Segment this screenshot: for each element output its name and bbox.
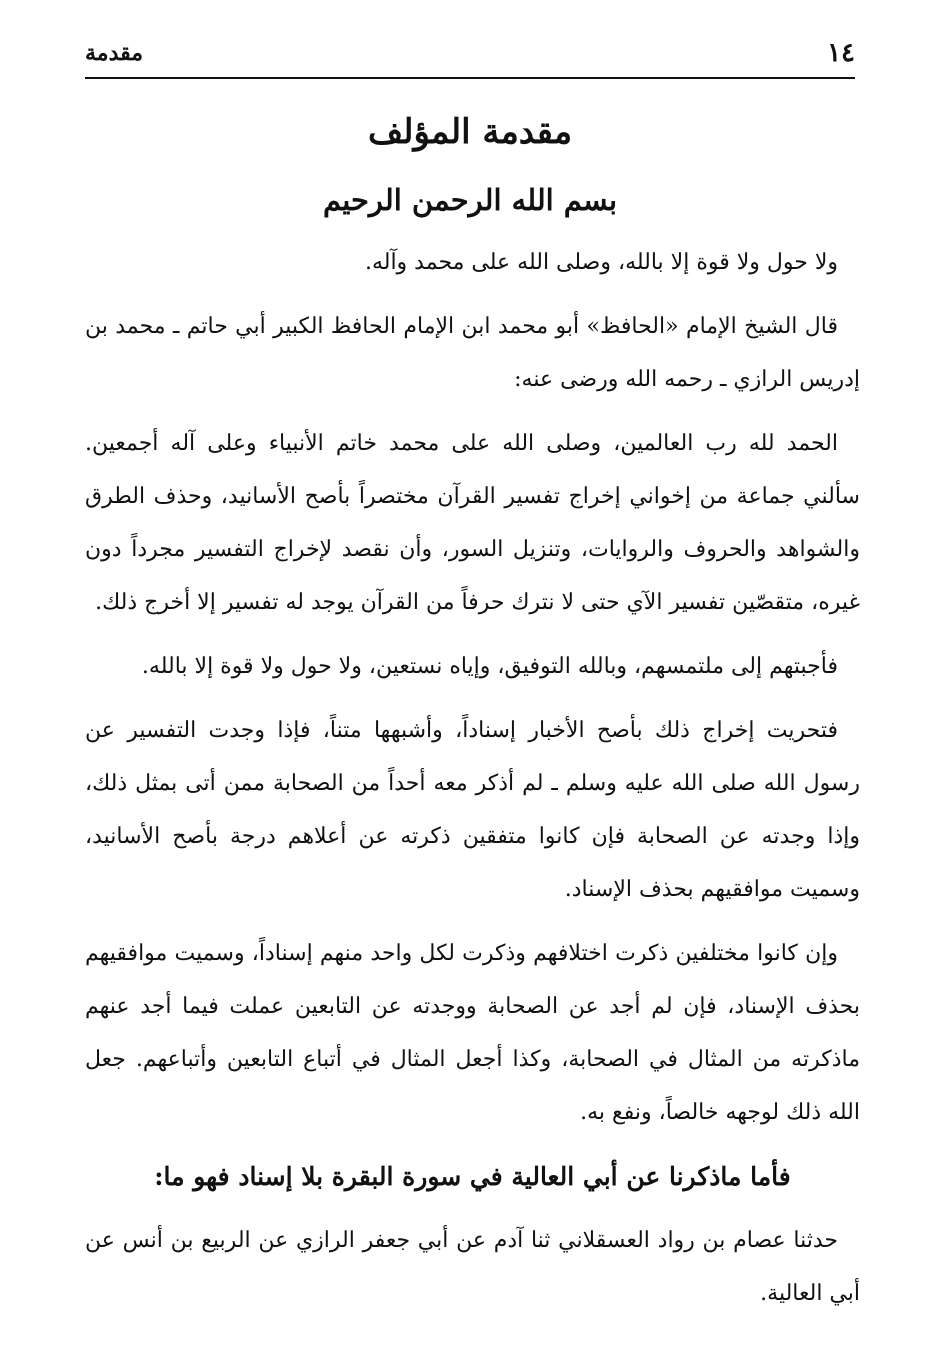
paragraph: فأجبتهم إلى ملتمسهم، وبالله التوفيق، وإياه نستعين، ولا حول ولا قوة إلا بالله. bbox=[141, 654, 838, 679]
running-title: مقدمة bbox=[85, 40, 144, 66]
header-divider bbox=[85, 77, 855, 79]
paragraph: وإن كانوا مختلفين ذكرت اختلافهم وذكرت لكل واحد منهم إسناداً، وسميت موافقيهم بحذف الإسناد، فإن لم أجد عن الصحابة ووجدته عن التابعين عملت فيما أجد عنهم ماذكرته من المثال في الصحابة، وكذا أجعل المثال في أتباع التابعين وأتباعهم. جعل الله ذلك لوجهه خالصاً، ونفع به. bbox=[85, 941, 860, 1125]
page-title: مقدمة المؤلف bbox=[367, 112, 573, 152]
section-heading: فأما ماذكرنا عن أبي العالية في سورة البقرة بلا إسناد فهو ما: bbox=[154, 1162, 791, 1191]
page-number: ١٤ bbox=[827, 38, 855, 68]
paragraph: الحمد لله رب العالمين، وصلى الله على محمد خاتم الأنبياء وعلى آله أجمعين. سألني جماعة من إخواني إخراج تفسير القرآن مختصراً بأصح الأسانيد، وحذف الطرق والشواهد والحروف والروايات، وتنزيل السور، وأن نقصد لإخراج التفسير مجرداً دون غيره، متقصّين تفسير الآي حتى لا نترك حرفاً من القرآن يوجد له تفسير إلا أخرج ذلك. bbox=[85, 431, 860, 615]
paragraph: حدثنا عصام بن رواد العسقلاني ثنا آدم عن أبي جعفر الرازي عن الربيع بن أنس عن أبي العالية. bbox=[85, 1228, 860, 1306]
paragraph: قال الشيخ الإمام «الحافظ» أبو محمد ابن الإمام الحافظ الكبير أبي حاتم ـ محمد بن إدريس الرازي ـ رحمه الله ورضى عنه: bbox=[85, 314, 860, 392]
paragraph: ولا حول ولا قوة إلا بالله، وصلى الله على محمد وآله. bbox=[364, 250, 838, 275]
paragraph: فتحريت إخراج ذلك بأصح الأخبار إسناداً، وأشبهها متناً، فإذا وجدت التفسير عن رسول الله صلى الله عليه وسلم ـ لم أذكر معه أحداً من الصحابة ممن أتى بمثل ذلك، وإذا وجدته عن الصحابة فإن كانوا متفقين ذكرته عن أعلاهم درجة بأصح الأسانيد، وسميت موافقيهم بحذف الإسناد. bbox=[85, 718, 860, 902]
body-text bbox=[85, 236, 860, 1331]
running-head bbox=[85, 38, 855, 78]
basmala: بسم الله الرحمن الرحيم bbox=[322, 183, 618, 217]
